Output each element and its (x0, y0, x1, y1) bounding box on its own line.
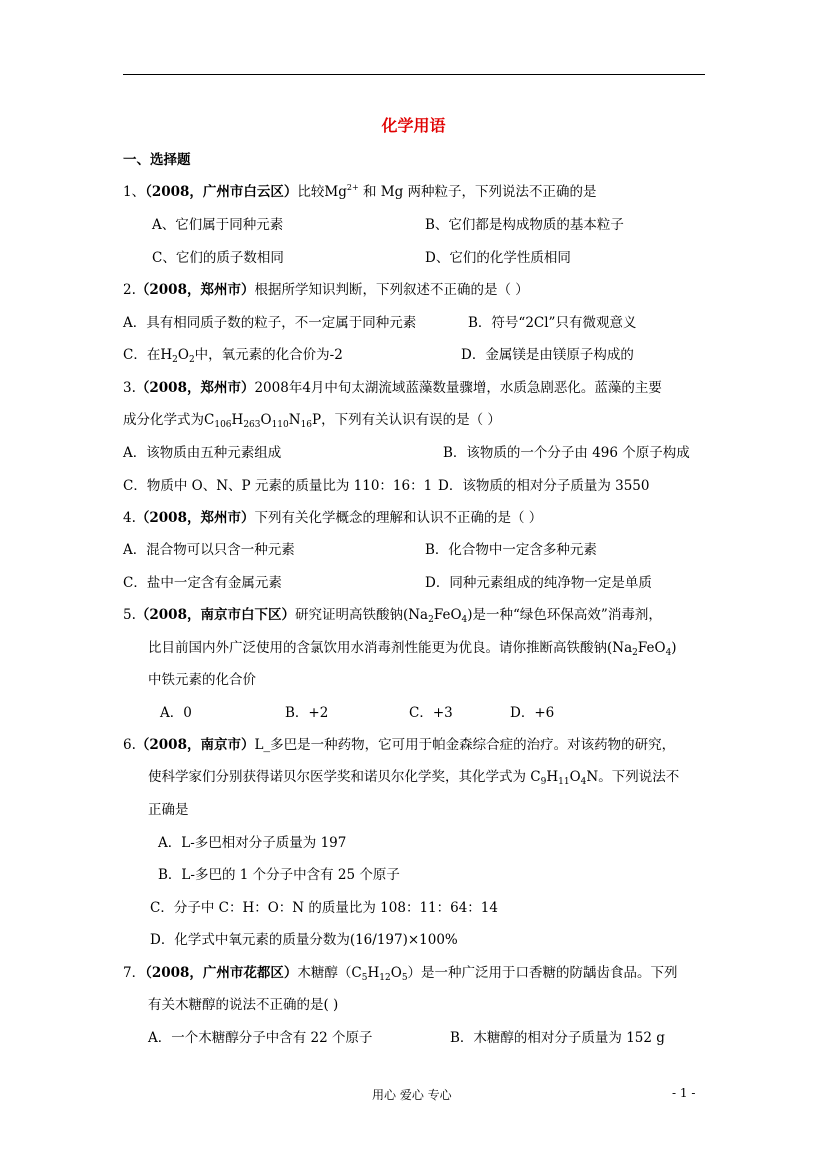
question-2-option-b: B．符号“2Cl”只有微观意义 (468, 315, 637, 331)
question-1-option-c: C、它们的质子数相同 (152, 250, 284, 266)
question-6-stem-line-2: 使科学家们分别获得诺贝尔医学奖和诺贝尔化学奖，其化学式为 $C_9H_{11}O_4N$。下列说法不 (148, 769, 680, 787)
question-3-stem: 3.（2008，郑州市）2008年4月中旬太湖流域蓝藻数量骤增，水质急剧恶化。蓝藻的主要 (123, 380, 662, 396)
question-5-stem-line-2: 比目前国内外广泛使用的含氯饮用水消毒剂性能更为优良。请你推断高铁酸钠$(Na_2FeO_4)$ (148, 640, 677, 658)
question-7-stem-line-2: 有关木糖醇的说法不正确的是( ) (148, 997, 339, 1013)
question-6-stem: 6.（2008，南京市）L_多巴是一种药物，它可用于帕金森综合症的治疗。对该药物的研究， (123, 737, 676, 753)
question-7-option-a: A．一个木糖醇分子中含有 22 个原子 (148, 1030, 373, 1046)
question-5-stem: 5.（2008，南京市白下区）研究证明高铁酸钠$(Na_2FeO_4)$是一种“绿色环保高效”消毒剂， (123, 607, 662, 625)
question-6-option-d: D．化学式中氧元素的质量分数为(16/197)×100% (150, 932, 458, 948)
question-5-option-a: A．0 (160, 705, 192, 721)
question-1-option-b: B、它们都是构成物质的基本粒子 (425, 217, 624, 233)
question-2-option-d: D．金属镁是由镁原子构成的 (461, 347, 634, 363)
question-2-option-c: C．在$H_2O_2$中，氧元素的化合价为-2 (123, 347, 343, 365)
question-1-option-d: D、它们的化学性质相同 (425, 250, 571, 266)
question-5-option-c: C．+3 (409, 705, 453, 721)
question-4-option-d: D．同种元素组成的纯净物一定是单质 (425, 575, 652, 591)
header-rule (123, 74, 705, 75)
question-3-option-c: C．物质中 O、N、P 元素的质量比为 110：16：1 (123, 478, 433, 494)
page-title: 化学用语 (381, 116, 446, 135)
question-4-option-a: A．混合物可以只含一种元素 (123, 542, 295, 558)
section-heading: 一、选择题 (123, 152, 191, 168)
footer-motto: 用心 爱心 专心 (372, 1088, 452, 1102)
question-7-stem: 7．（2008，广州市花都区）木糖醇$(C_5H_{12}O_5)$是一种广泛用于口香糖的防龋齿食品。下列 (123, 965, 678, 983)
question-7-option-b: B．木糖醇的相对分子质量为 152 g (450, 1030, 665, 1046)
question-3-option-a: A．该物质由五种元素组成 (123, 445, 282, 461)
question-2-option-a: A．具有相同质子数的粒子，不一定属于同种元素 (123, 315, 417, 331)
question-6-option-c: C．分子中 C：H：O：N 的质量比为 108：11：64：14 (150, 900, 498, 916)
question-4-option-b: B．化合物中一定含多种元素 (425, 542, 597, 558)
question-3-option-b: B．该物质的一个分子由 496 个原子构成 (443, 445, 690, 461)
question-4-stem: 4.（2008，郑州市）下列有关化学概念的理解和认识不正确的是（ ） (123, 510, 543, 526)
question-6-option-a: A．L-多巴相对分子质量为 197 (158, 835, 347, 851)
question-6-option-b: B．L-多巴的 1 个分子中含有 25 个原子 (158, 867, 400, 883)
question-3-option-d: D．该物质的相对分子质量为 3550 (438, 478, 650, 494)
question-1-stem: 1、（2008，广州市白云区）比较$Mg^{2+}$ 和 Mg 两种粒子，下列说法不正确的是 (123, 183, 597, 200)
question-5-stem-line-3: 中铁元素的化合价 (148, 672, 256, 688)
question-6-stem-line-3: 正确是 (148, 802, 189, 818)
question-2-stem: 2.（2008，郑州市）根据所学知识判断，下列叙述不正确的是（ ） (123, 282, 529, 298)
question-1-option-a: A、它们属于同种元素 (152, 217, 284, 233)
question-3-stem-line-2: 成分化学式为$C_{106}H_{263}O_{110}N_{16}P$，下列有关认识有误的是（ ） (123, 412, 501, 430)
page-number: - 1 - (672, 1086, 696, 1100)
question-5-option-d: D．+6 (510, 705, 555, 721)
question-5-option-b: B．+2 (285, 705, 329, 721)
question-4-option-c: C．盐中一定含有金属元素 (123, 575, 282, 591)
